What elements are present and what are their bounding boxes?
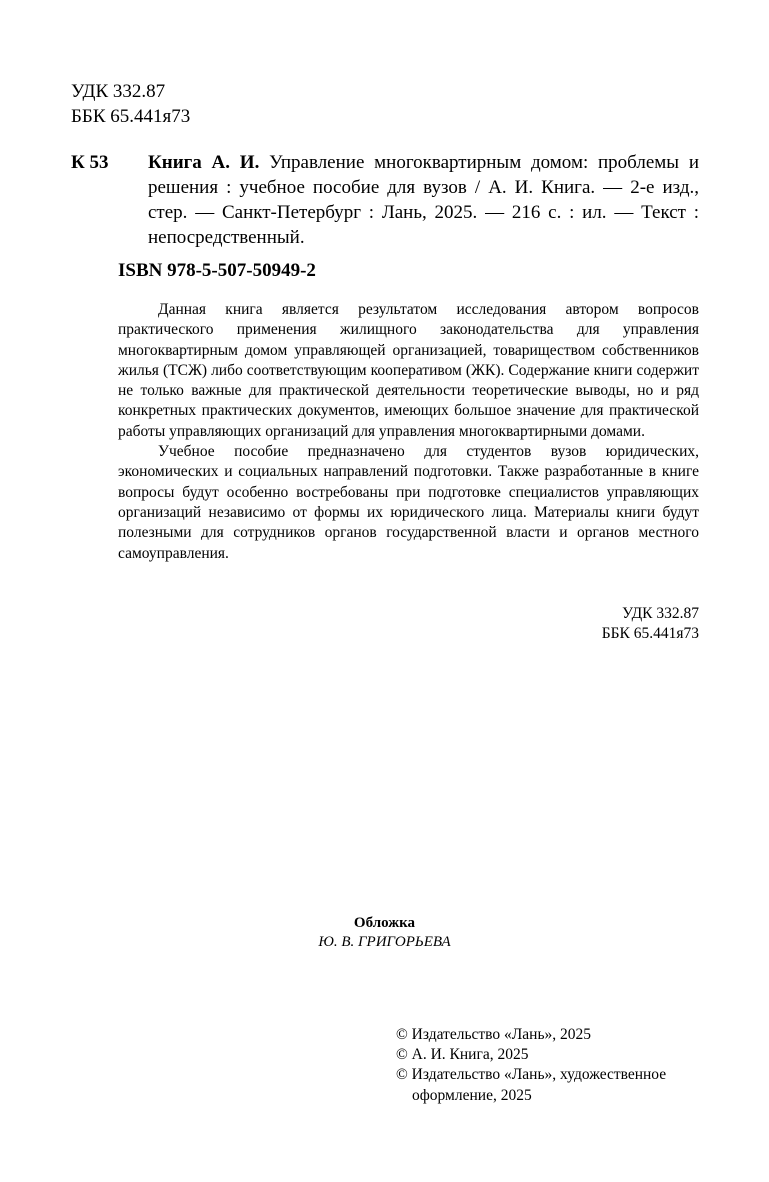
- udk-code: УДК 332.87: [71, 81, 166, 102]
- footer-bbk-code: ББК 65.441я73: [601, 625, 699, 642]
- cover-label: Обложка: [353, 915, 416, 931]
- abstract: [118, 300, 699, 564]
- abstract-paragraph-2: Учебное пособие предназначено для студентов вузов юридических, экономических и социальных направлений подготовки. Также разработанные в книге вопросы будут особенно востребованы при подготовке специалистов управляющих организаций независимо от формы их юридического лица. Материалы книги будут полезными для сотрудников органов государственной власти и органов местного самоуправления.: [118, 443, 699, 562]
- copyright-line: © Издательство «Лань», художественное оформление, 2025: [396, 1066, 667, 1104]
- classification-header: [71, 79, 190, 129]
- bibliographic-entry: [148, 150, 699, 250]
- copyright-line: © Издательство «Лань», 2025: [396, 1026, 592, 1043]
- cover-credit: [0, 914, 769, 952]
- isbn: ISBN 978-5-507-50949-2: [118, 260, 316, 281]
- abstract-paragraph-1: Данная книга является результатом исследования автором вопросов практического применения жилищного законодательства для управления многоквартирным домом управляющей организацией, товариществом собственников жилья (ТСЖ) либо соответствующим кооперативом (ЖК). Содержание книги содержит не только важные для практической деятельности теоретические выводы, но и ряд конкретных практических документов, имеющих большое значение для практической работы управляющих организаций для управления многоквартирными домами.: [118, 301, 699, 440]
- author-mark: К 53: [71, 152, 109, 173]
- classification-footer: [520, 604, 699, 644]
- copyright-line: © А. И. Книга, 2025: [396, 1046, 529, 1064]
- footer-udk-code: УДК 332.87: [622, 605, 699, 622]
- entry-author: Книга А. И.: [148, 152, 260, 173]
- bbk-code: ББК 65.441я73: [71, 106, 191, 127]
- copyright-block: [396, 1025, 706, 1106]
- entry-description: Управление многоквартирным домом: проблемы и решения : учебное пособие для вузов / А. И. Книга. — 2-е изд., стер. — Санкт-Петербург : Лань, 2025. — 216 с. : ил. — Текст : непосредственный.: [148, 152, 699, 248]
- cover-designer: Ю. В. ГРИГОРЬЕВА: [318, 934, 451, 950]
